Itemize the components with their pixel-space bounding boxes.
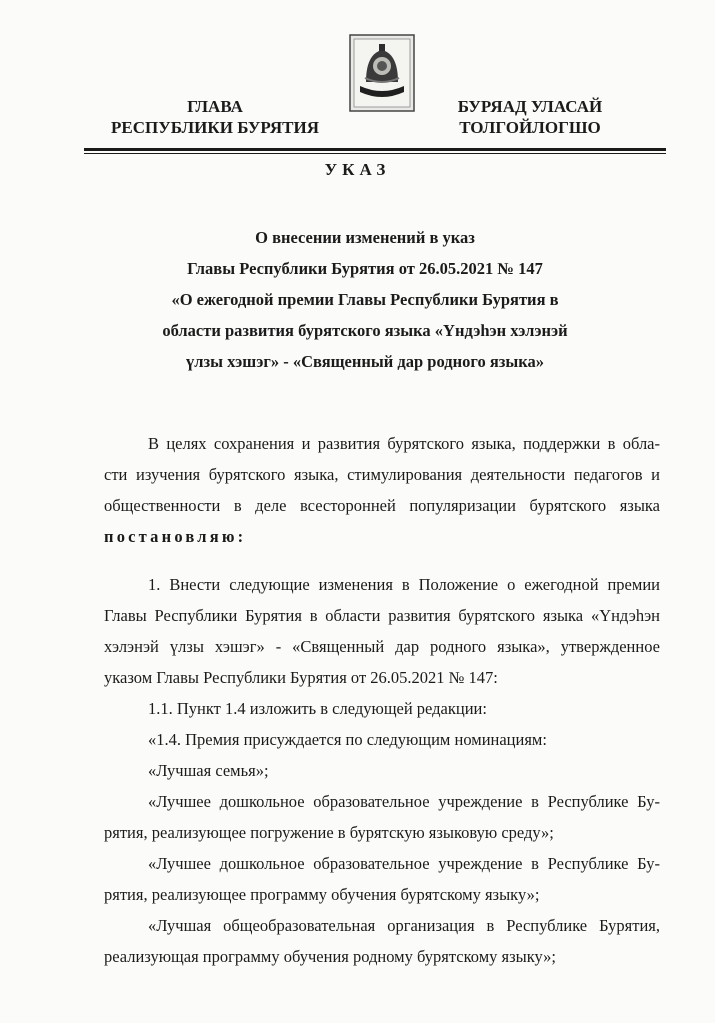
body-line: 1. Внести следующие изменения в Положение о ежегодной премии (148, 575, 660, 594)
decree-body (104, 569, 660, 972)
body-line: «1.4. Премия присуждается по следующим номинациям: (148, 730, 547, 749)
document-type: УКАЗ (324, 160, 391, 179)
header-divider-thin (84, 153, 666, 154)
preamble-line: В целях сохранения и развития бурятского языка, поддержки в обла- (148, 434, 660, 453)
decree-word: постановляю: (104, 527, 247, 546)
issuer-title-buryat (420, 96, 640, 138)
buryatia-coat-of-arms-icon (349, 34, 415, 112)
body-line: рятия, реализующее программу обучения бурятскому языку»; (104, 885, 540, 904)
body-line: «Лучшее дошкольное образовательное учреждение в Республике Бу- (148, 792, 660, 811)
issuer-title-buryat-line-1: БУРЯАД УЛАСАЙ (457, 97, 603, 116)
title-line: «О ежегодной премии Главы Республики Бурятия в (171, 290, 559, 309)
preamble-paragraph (104, 428, 660, 552)
issuer-title-buryat-line-2: ТОЛГОЙЛОГШО (459, 118, 601, 137)
body-line: «Лучшая общеобразовательная организация в Республике Бурятия, (148, 916, 660, 935)
body-line: указом Главы Республики Бурятия от 26.05.2021 № 147: (104, 668, 498, 687)
body-line: хэлэнэй үлзы хэшэг» - «Священный дар родного языка», утвержденное (104, 637, 660, 656)
decree-title (110, 222, 620, 377)
body-line: реализующая программу обучения родному бурятскому языку»; (104, 947, 556, 966)
header-divider-thick (84, 148, 666, 151)
body-line: Главы Республики Бурятия в области развития бурятского языка «Үндэһэн (104, 606, 660, 625)
body-line: рятия, реализующее погружение в бурятскую языковую среду»; (104, 823, 554, 842)
body-line: «Лучшее дошкольное образовательное учреждение в Республике Бу- (148, 854, 660, 873)
preamble-line: общественности в деле всесторонней популяризации бурятского языка (104, 496, 660, 515)
title-line: үлзы хэшэг» - «Священный дар родного языка» (185, 352, 545, 371)
issuer-title-line-2: РЕСПУБЛИКИ БУРЯТИЯ (111, 118, 319, 137)
body-line: «Лучшая семья»; (148, 761, 269, 780)
title-line: О внесении изменений в указ (255, 228, 475, 247)
issuer-title-russian (100, 96, 330, 138)
title-line: области развития бурятского языка «Үндэһэн хэлэнэй (162, 321, 568, 340)
preamble-line: сти изучения бурятского языка, стимулирования деятельности педагогов и (104, 465, 660, 484)
issuer-title-line-1: ГЛАВА (187, 97, 243, 116)
body-line: 1.1. Пункт 1.4 изложить в следующей редакции: (148, 699, 487, 718)
title-line: Главы Республики Бурятия от 26.05.2021 № 147 (187, 259, 543, 278)
